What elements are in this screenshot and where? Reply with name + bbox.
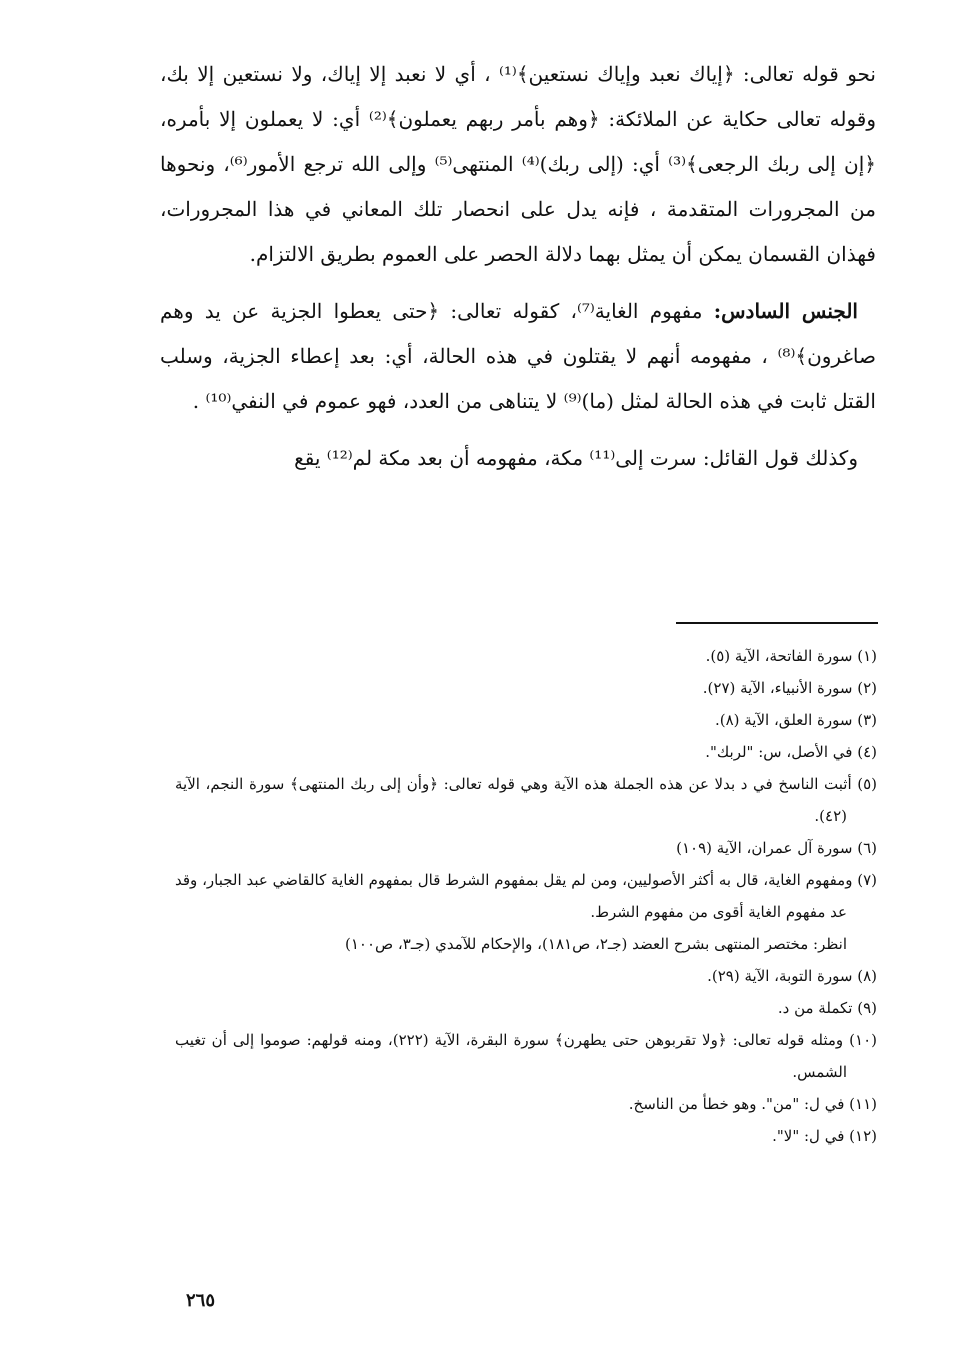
footnote-6: (٦) سورة آل عمران، الآية (١٠٩) — [676, 839, 877, 857]
footnotes — [175, 640, 877, 1152]
footnote-11: (١١) في ل: "من". وهو خطأ من الناسخ. — [628, 1095, 877, 1113]
footnote-1: (١) سورة الفاتحة، الآية (٥). — [705, 647, 877, 665]
section-heading: الجنس السادس: — [713, 299, 858, 323]
main-text — [160, 52, 876, 493]
footnote-2: (٢) سورة الأنبياء، الآية (٢٧). — [702, 679, 877, 697]
footnote-7: (٧) ومفهوم الغاية، قال به أكثر الأصوليين، ومن لم يقل بمفهوم الشرط قال بمفهوم الغاية كالقاضي عبد الجبار، وقد عد مفهوم الغاية أقوى من مفهوم الشرط. — [175, 871, 877, 921]
footnote-separator — [676, 622, 878, 624]
page-number: ٢٦٥ — [186, 1290, 216, 1311]
footnote-4: (٤) في الأصل، س: "لربك". — [705, 743, 877, 761]
paragraph-2 — [160, 289, 876, 424]
paragraph-3: وكذلك قول القائل: سرت إلى⁽¹¹⁾ مكة، مفهومه أن بعد مكة لم⁽¹²⁾ يقع — [294, 446, 858, 470]
footnote-5: (٥) أثبت الناسخ في د بدلا عن هذه الجملة هذه الآية وهي قوله تعالى: ﴿وأن إلى ربك المنتهى﴾ سورة النجم، الآية (٤٢). — [175, 775, 877, 825]
footnote-3: (٣) سورة العلق، الآية (٨). — [714, 711, 877, 729]
paragraph-2-text: مفهوم الغاية⁽⁷⁾، كقوله تعالى: ﴿حتى يعطوا الجزية عن يد وهم صاغرون﴾⁽⁸⁾ ، مفهومه أنهم لا يقتلون في هذه الحالة، أي: بعد إعطاء الجزية، وسلب القتل ثابت في هذه الحالة لمثل (ما)⁽⁹⁾ لا يتناهى من العدد، فهو عموم في النفي⁽¹⁰⁾ . — [160, 299, 876, 413]
footnote-10: (١٠) ومثله قوله تعالى: ﴿ولا تقربوهن حتى يطهرن﴾ سورة البقرة، الآية (٢٢٢)، ومنه قولهم: صوموا إلى أن تغيب الشمس. — [175, 1031, 877, 1081]
footnote-8: (٨) سورة التوبة، الآية (٢٩). — [707, 967, 877, 985]
footnote-7-reference: انظر: مختصر المنتهى بشرح العضد (جـ٢، ص١٨١)، والإحكام للآمدي (جـ٣، ص١٠٠) — [344, 935, 847, 953]
footnote-12: (١٢) في ل: "لا". — [772, 1127, 877, 1145]
paragraph-1: نحو قوله تعالى: ﴿إياك نعبد وإياك نستعين﴾⁽¹⁾ ، أي لا نعبد إلا إياك، ولا نستعين إلا بك، وقوله تعالى حكاية عن الملائكة: ﴿وهم بأمر ربهم يعملون﴾⁽²⁾ أي: لا يعملون إلا بأمره، ﴿إن إلى ربك الرجعى﴾⁽³⁾ أي: (إلى ربك)⁽⁴⁾ المنتهى⁽⁵⁾ وإلى الله ترجع الأمور⁽⁶⁾، ونحوها من المجرورات المتقدمة ، فإنه يدل على انحصار تلك المعاني في هذا المجرورات، فهذان القسمان يمكن أن يمثل بهما دلالة الحصر على العموم بطريق الالتزام. — [160, 62, 876, 266]
footnote-9: (٩) تكملة من د. — [777, 999, 877, 1017]
